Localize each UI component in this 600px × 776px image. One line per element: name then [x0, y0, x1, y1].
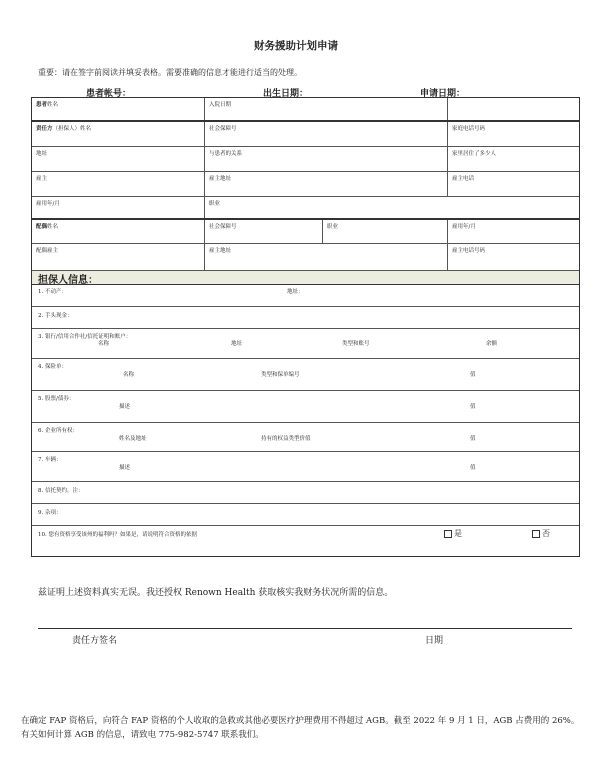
- home-phone-label: 家庭电话号码: [452, 126, 486, 132]
- relationship-label: 与患者的关系: [209, 151, 243, 157]
- address-field[interactable]: [32, 147, 204, 171]
- real-estate-address-label: 地址：: [287, 289, 304, 295]
- responsible-row: [32, 122, 579, 147]
- certification-text: 兹证明上述资料真实无误。我还授权 Renown Health 获取核实我财务状况所需的信息。: [38, 588, 394, 598]
- employer-phone-label: 雇主电话: [452, 176, 475, 182]
- employer-address-field[interactable]: [204, 172, 447, 196]
- patient-name-label: 患者姓名: [36, 102, 59, 108]
- business-interest-col: 持有的权益类型价值: [261, 436, 311, 442]
- insurance-label: 4. 保险单：: [38, 364, 67, 370]
- intro-text: 重要：请在签字前阅读并填妥表格。需要准确的信息才能进行适当的处理。: [38, 68, 302, 77]
- vehicles-value-col: 值: [470, 465, 476, 471]
- spouse-employer-field[interactable]: [32, 244, 204, 270]
- employer-label: 雇主: [36, 176, 48, 182]
- form-title: 财务援助计划申请: [254, 40, 338, 52]
- cash-label: 2. 手头现金：: [38, 313, 73, 319]
- employer-field[interactable]: [32, 172, 204, 196]
- spouse-ssn-field[interactable]: [204, 220, 322, 243]
- misc-row[interactable]: [32, 504, 579, 526]
- employer-address-label: 雇主地址: [209, 176, 232, 182]
- signature-label: 责任方签名: [72, 636, 118, 646]
- spouse-years-employed-label: 雇用年/月: [452, 224, 476, 230]
- bank-name-col: 名称: [98, 341, 110, 347]
- responsible-name-label: 责任方（担保人）姓名: [36, 126, 92, 132]
- yes-option[interactable]: 是: [444, 528, 462, 539]
- spouse-employer-phone-field[interactable]: [447, 244, 579, 270]
- stocks-row[interactable]: [32, 391, 579, 423]
- bank-label: 3. 银行/信用合作社/信托证明和账户：: [38, 334, 132, 340]
- employer-phone-field[interactable]: [447, 172, 579, 196]
- bank-balance-col: 余额: [486, 341, 498, 347]
- trust-label: 8. 信托契约，注：: [38, 488, 84, 494]
- vehicles-label: 7. 车辆：: [38, 457, 62, 463]
- footer-text: 在确定 FAP 资格后，向符合 FAP 资格的个人收取的急救或其他必要医疗护理费用不得超过 AGB。截至 2022 年 9 月 1 日，AGB 占费用的 26%。有关如何计算 AGB 的信息，请致电 775-982-5747 联系我们。: [21, 716, 580, 740]
- business-label: 6. 企业所有权：: [38, 428, 78, 434]
- insurance-row[interactable]: [32, 359, 579, 391]
- cash-row[interactable]: [32, 307, 579, 329]
- employment-row: [32, 197, 579, 220]
- misc-label: 9. 杂项：: [38, 510, 62, 516]
- yes-checkbox[interactable]: [444, 530, 452, 538]
- spouse-name-label: 配偶姓名: [36, 224, 59, 230]
- real-estate-label: 1. 不动产：: [38, 289, 67, 295]
- no-checkbox[interactable]: [532, 530, 540, 538]
- years-employed-field[interactable]: [32, 197, 204, 218]
- patient-row: [32, 98, 579, 122]
- state-benefits-row: [32, 526, 579, 556]
- applicant-info-table: [31, 97, 580, 557]
- bank-address-col: 地址: [231, 341, 243, 347]
- insurance-name-col: 名称: [123, 372, 135, 378]
- dob-label: 出生日期：: [263, 89, 309, 99]
- patient-name-field[interactable]: [32, 98, 204, 120]
- ssn-field[interactable]: [204, 122, 447, 146]
- stocks-desc-col: 描述: [119, 404, 131, 410]
- ssn-label: 社会保障号: [209, 126, 237, 132]
- trust-row[interactable]: [32, 482, 579, 504]
- occupation-label: 职业: [209, 201, 221, 207]
- address-row: [32, 147, 579, 172]
- patient-account-label: 患者帐号：: [86, 89, 132, 99]
- responsible-name-field[interactable]: [32, 122, 204, 146]
- spouse-name-field[interactable]: [32, 220, 204, 243]
- spouse-occupation-label: 职业: [327, 224, 339, 230]
- business-row[interactable]: [32, 423, 579, 452]
- patient-extra-field[interactable]: [447, 98, 579, 120]
- insurance-value-col: 值: [470, 372, 476, 378]
- address-label: 地址: [36, 151, 48, 157]
- household-size-field[interactable]: [447, 147, 579, 171]
- years-employed-label: 雇用年/月: [36, 201, 60, 207]
- spouse-row: [32, 220, 579, 244]
- no-option[interactable]: 否: [532, 528, 550, 539]
- application-date-label: 申请日期：: [420, 89, 466, 99]
- business-value-col: 值: [470, 436, 476, 442]
- spouse-employer-label: 配偶雇主: [36, 248, 59, 254]
- admission-date-label: 入院日期: [209, 102, 232, 108]
- spouse-years-employed-field[interactable]: [447, 220, 579, 243]
- guarantor-section-title: 担保人信息：: [38, 275, 98, 286]
- vehicles-row[interactable]: [32, 452, 579, 482]
- stocks-value-col: 值: [470, 404, 476, 410]
- insurance-policy-col: 类型和保单编号: [261, 372, 300, 378]
- spouse-occupation-field[interactable]: [322, 220, 447, 243]
- spouse-employer-phone-label: 雇主电话号码: [452, 248, 486, 254]
- spouse-employer-address-label: 雇主地址: [209, 248, 232, 254]
- occupation-field[interactable]: [204, 197, 579, 218]
- household-size-label: 家里居住了多少人: [452, 151, 497, 157]
- bank-row[interactable]: [32, 329, 579, 359]
- date-label: 日期: [425, 636, 444, 646]
- spouse-ssn-label: 社会保障号: [209, 224, 237, 230]
- home-phone-field[interactable]: [447, 122, 579, 146]
- real-estate-row[interactable]: [32, 285, 579, 307]
- bank-account-col: 类型和账号: [342, 341, 370, 347]
- spouse-employer-row: [32, 244, 579, 271]
- state-benefits-question: 10. 您有资格享受该州的福利吗？如果是，请说明符合资格的依据: [38, 532, 197, 538]
- stocks-label: 5. 股票/债券：: [38, 396, 75, 402]
- admission-date-field[interactable]: [204, 98, 447, 120]
- employer-row: [32, 172, 579, 197]
- signature-line[interactable]: [38, 628, 572, 629]
- relationship-field[interactable]: [204, 147, 447, 171]
- vehicles-desc-col: 描述: [119, 465, 131, 471]
- guarantor-section-header: [32, 271, 579, 285]
- business-name-col: 姓名及地址: [119, 436, 147, 442]
- spouse-employer-address-field[interactable]: [204, 244, 447, 270]
